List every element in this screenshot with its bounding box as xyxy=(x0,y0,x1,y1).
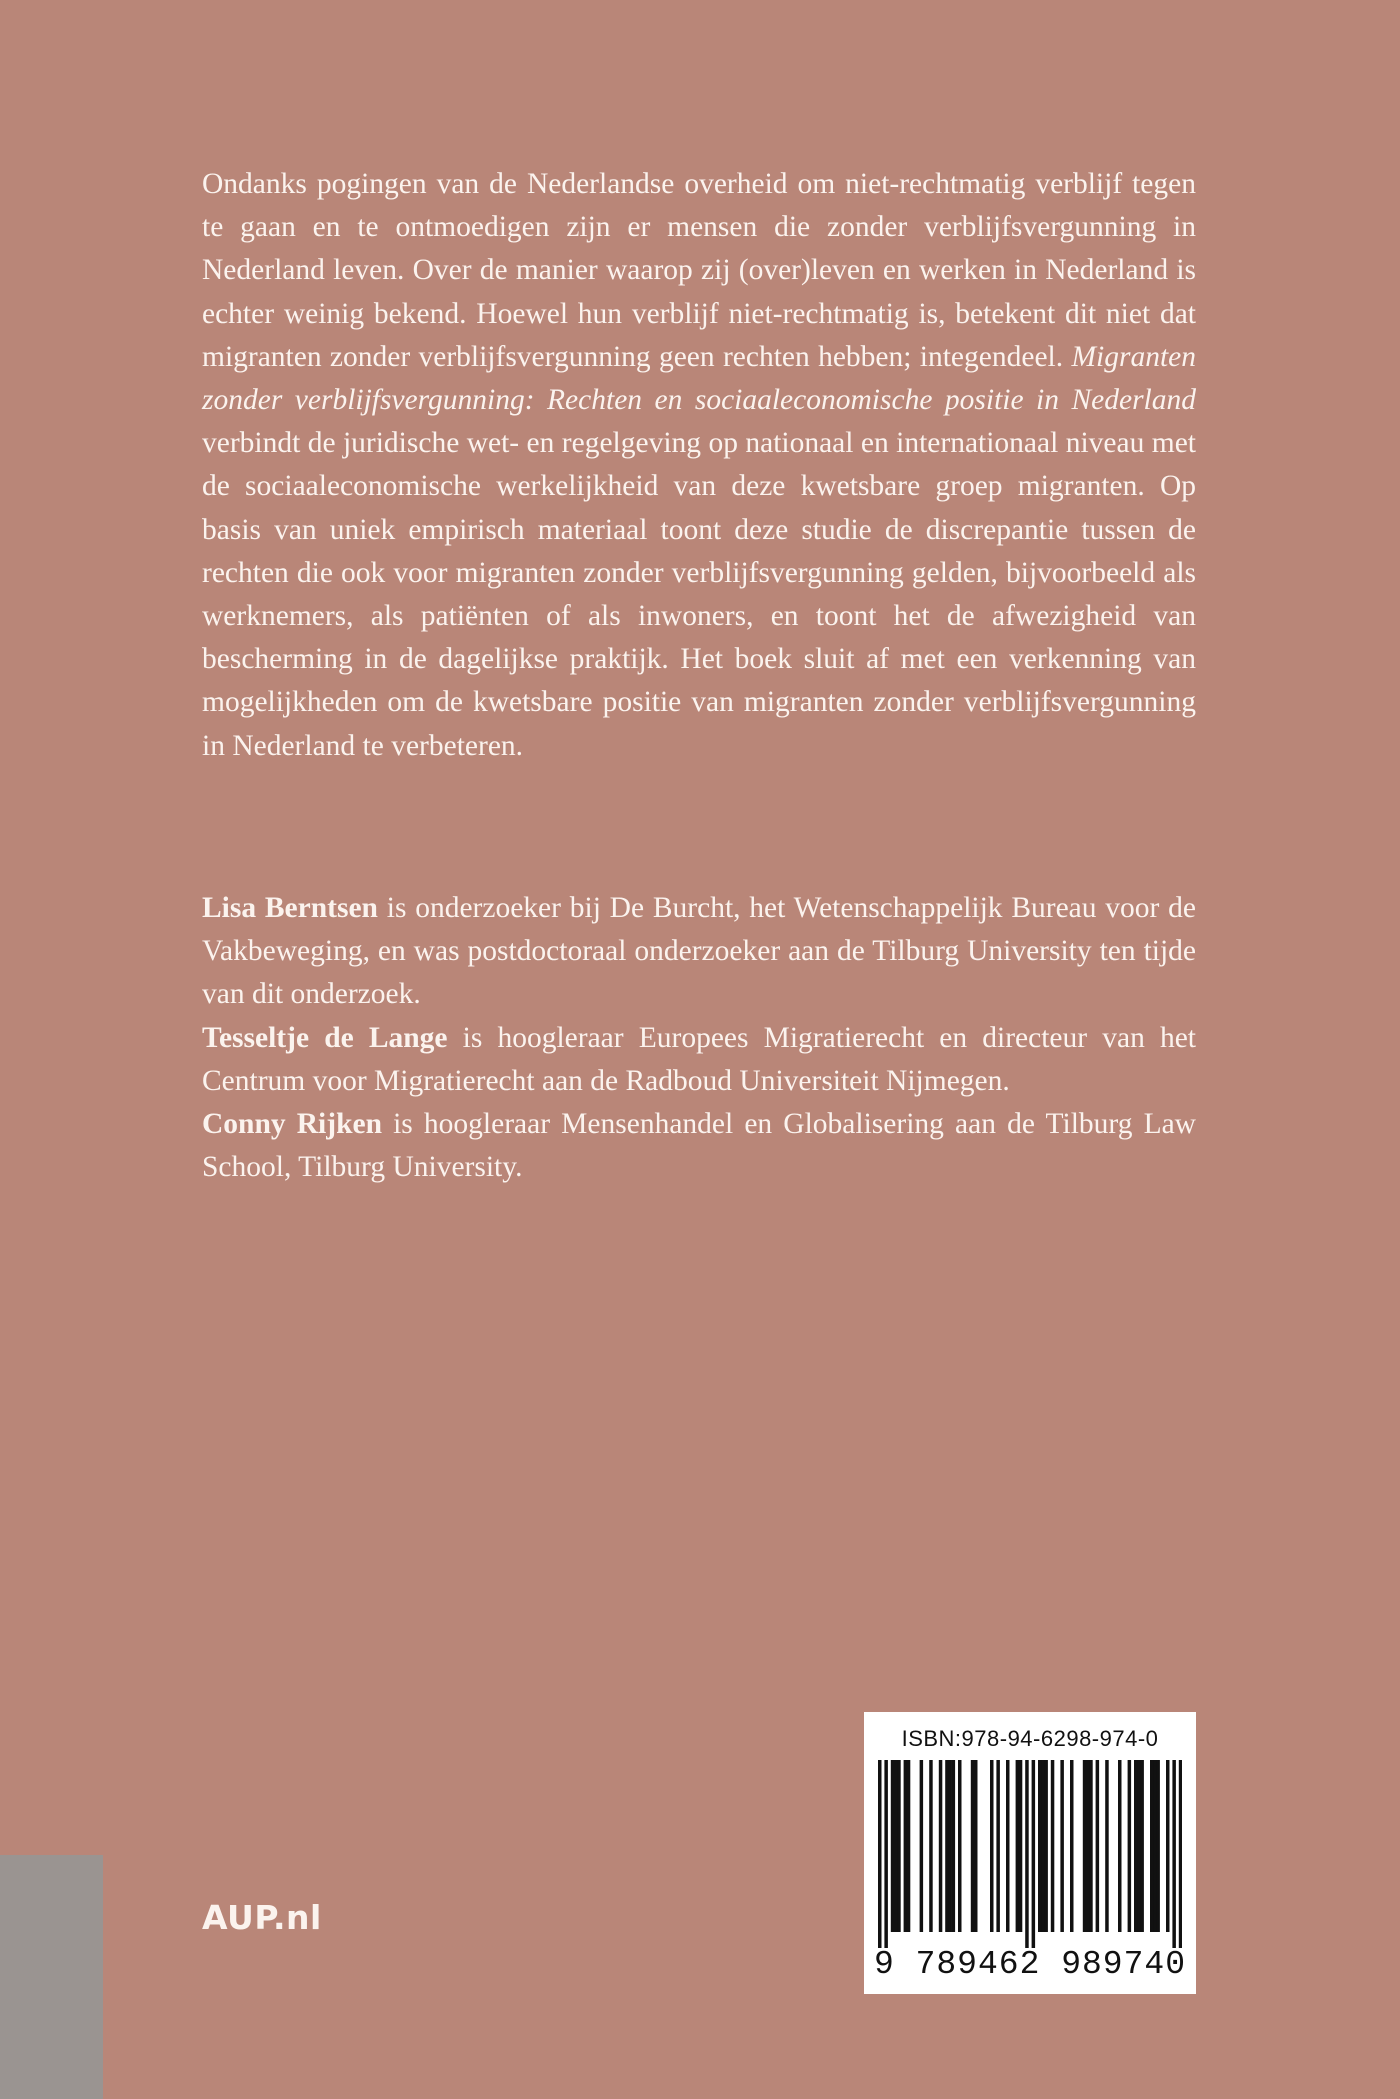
barcode-bar xyxy=(1086,1760,1090,1932)
barcode-bar xyxy=(1038,1760,1042,1932)
blurb-text: Ondanks pogingen van de Nederlandse overheid om niet-rechtmatig verblijf tegen te gaan en te ontmoedigen zijn er mensen die zonder verblijfsvergunning in Nederland leven. Over de manier waarop zij (over)leven en werken in Nederland is echter weinig bekend. Hoewel hun verblijf niet-rechtmatig is, betekent dit niet dat migranten zonder verblijfsvergunning geen rechten hebben; integendeel. xyxy=(202,168,1196,373)
barcode-digits: 9 789462 989740 xyxy=(873,1946,1187,1983)
author-name: Tesseltje de Lange xyxy=(202,1021,448,1054)
spine-edge-strip xyxy=(0,1855,103,2099)
barcode-bar xyxy=(929,1760,933,1932)
barcode-bar xyxy=(958,1760,962,1932)
barcode-bar xyxy=(1070,1760,1074,1932)
barcode-bar xyxy=(1134,1760,1138,1932)
barcode-bar xyxy=(920,1760,924,1932)
barcode-bar xyxy=(878,1760,882,1948)
barcode-bars xyxy=(878,1760,1182,1948)
barcode-bar xyxy=(1083,1760,1087,1932)
blurb-text-continued: verbindt de juridische wet- en regelgeving op nationaal en internationaal niveau met de sociaaleconomische werkelijkheid van deze kwetsbare groep migranten. Op basis van uniek empirisch materiaal toont deze studie de discrepantie tussen de rechten die ook voor migranten zonder verblijfsvergunning gelden, bijvoorbeeld als werknemers, als patiënten of als inwoners, en toont het de afwezigheid van bescherming in de dagelijkse praktijk. Het boek sluit af met een verkenning van mogelijkheden om de kwetsbare positie van migranten zonder verblijfsvergunning in Nederland te verbeteren. xyxy=(202,427,1196,762)
barcode-bar xyxy=(1044,1760,1048,1932)
barcode-bar xyxy=(971,1760,975,1932)
barcode-bar xyxy=(1105,1760,1109,1932)
isbn-label: ISBN:978-94-6298-974-0 xyxy=(901,1726,1159,1751)
barcode-bar xyxy=(945,1760,949,1932)
barcode-bar xyxy=(1016,1760,1020,1932)
barcode-bar xyxy=(884,1760,888,1948)
barcode-bar xyxy=(1172,1760,1176,1948)
barcode-bar xyxy=(1051,1760,1055,1932)
author-bio xyxy=(202,887,1196,1017)
author-name: Lisa Berntsen xyxy=(202,892,378,924)
author-bio-text: is onderzoeker bij De Burcht, het Wetenschappelijk Bureau voor de Vakbeweging, en was postdoctoraal onderzoeker aan de Tilburg University ten tijde van dit onderzoek. xyxy=(202,892,1196,1011)
barcode-bar xyxy=(1089,1760,1093,1932)
author-bio-text: is hoogleraar Mensenhandel en Globalisering aan de Tilburg Law School, Tilburg University. xyxy=(202,1108,1196,1184)
barcode-bar xyxy=(1137,1760,1141,1932)
barcode-bar xyxy=(1128,1760,1132,1932)
author-bio-text: is hoogleraar Europees Migratierecht en directeur van het Centrum voor Migratierecht aan de Radboud Universiteit Nijmegen. xyxy=(202,1021,1196,1097)
barcode-bar xyxy=(1166,1760,1170,1932)
barcode-bar xyxy=(1140,1760,1144,1932)
barcode-bar xyxy=(1150,1760,1154,1932)
author-bio xyxy=(202,1103,1196,1189)
author-bios xyxy=(202,887,1196,1189)
barcode-bar xyxy=(1025,1760,1029,1948)
barcode-bar xyxy=(1118,1760,1122,1932)
barcode-bar xyxy=(990,1760,994,1932)
author-name: Conny Rijken xyxy=(202,1108,382,1141)
barcode-bar xyxy=(1179,1760,1182,1948)
barcode-bar xyxy=(1019,1760,1023,1932)
barcode-bar xyxy=(1041,1760,1045,1932)
barcode-bar xyxy=(939,1760,943,1932)
isbn-barcode xyxy=(864,1712,1196,1994)
barcode-bar xyxy=(894,1760,898,1932)
book-title-italic: Migranten zonder verblijfsvergunning: Rechten en sociaaleconomische positie in Nederland xyxy=(202,340,1196,417)
barcode-bar xyxy=(1096,1760,1100,1932)
barcode-bar xyxy=(1032,1760,1036,1948)
barcode-bar xyxy=(996,1760,1000,1932)
publisher-website: AUP.nl xyxy=(202,1898,322,1937)
barcode-bar xyxy=(952,1760,956,1932)
barcode-bar xyxy=(1006,1760,1010,1932)
back-cover-blurb xyxy=(202,163,1196,768)
barcode-bar xyxy=(1156,1760,1160,1932)
barcode-bar xyxy=(974,1760,978,1932)
barcode-bar xyxy=(948,1760,952,1932)
barcode-bar xyxy=(904,1760,908,1932)
barcode-bar xyxy=(891,1760,895,1932)
author-bio xyxy=(202,1017,1196,1103)
barcode-bar xyxy=(907,1760,911,1932)
barcode-bar xyxy=(1153,1760,1157,1932)
barcode-bar xyxy=(897,1760,901,1932)
barcode-bar xyxy=(1060,1760,1064,1932)
